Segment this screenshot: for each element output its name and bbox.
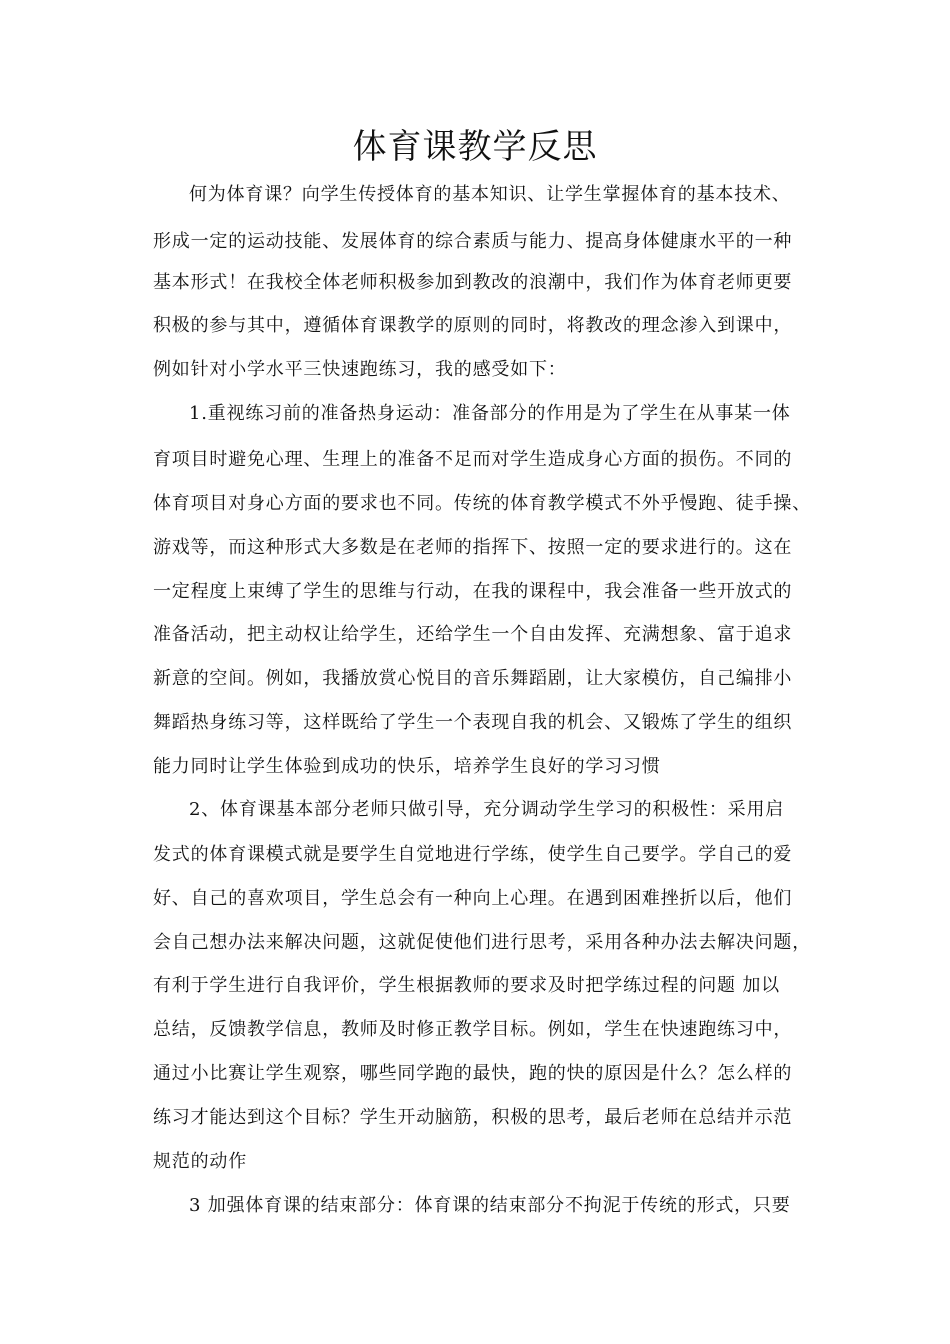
paragraph-line: 舞蹈热身练习等，这样既给了学生一个表现自我的机会、又锻炼了学生的组织 bbox=[153, 712, 793, 733]
paragraph-line: 通过小比赛让学生观察，哪些同学跑的最快，跑的快的原因是什么？怎么样的 bbox=[153, 1063, 793, 1084]
paragraph-line: 游戏等，而这种形式大多数是在老师的指挥下、按照一定的要求进行的。这在 bbox=[153, 537, 793, 558]
paragraph-line: 体育项目对身心方面的要求也不同。传统的体育教学模式不外乎慢跑、徒手操、 bbox=[153, 493, 811, 514]
paragraph-line: 2、体育课基本部分老师只做引导，充分调动学生学习的积极性：采用启 bbox=[189, 799, 785, 820]
paragraph-line: 基本形式！在我校全体老师积极参加到教改的浪潮中，我们作为体育老师更要 bbox=[153, 272, 793, 293]
document-title: 体育课教学反思 bbox=[352, 127, 598, 167]
paragraph-line: 形成一定的运动技能、发展体育的综合素质与能力、提高身体健康水平的一种 bbox=[153, 231, 793, 252]
paragraph-line: 准备活动，把主动权让给学生，还给学生一个自由发挥、充满想象、富于追求 bbox=[153, 624, 793, 645]
paragraph-line: 有利于学生进行自我评价，学生根据教师的要求及时把学练过程的问题 加以 bbox=[153, 975, 780, 996]
paragraph-line: 会自己想办法来解决问题，这就促使他们进行思考，采用各种办法去解决问题， bbox=[153, 932, 811, 953]
paragraph-line: 例如针对小学水平三快速跑练习，我的感受如下： bbox=[153, 359, 567, 380]
paragraph-line: 能力同时让学生体验到成功的快乐，培养学生良好的学习习惯 bbox=[153, 756, 661, 777]
paragraph-line: 何为体育课？向学生传授体育的基本知识、让学生掌握体育的基本技术、 bbox=[189, 184, 791, 205]
paragraph-line: 3 加强体育课的结束部分：体育课的结束部分不拘泥于传统的形式，只要 bbox=[189, 1195, 791, 1216]
paragraph-line: 新意的空间。例如，我播放赏心悦目的音乐舞蹈剧，让大家模仿，自己编排小 bbox=[153, 668, 793, 689]
paragraph-line: 育项目时避免心理、生理上的准备不足而对学生造成身心方面的损伤。不同的 bbox=[153, 449, 793, 470]
paragraph-line: 一定程度上束缚了学生的思维与行动，在我的课程中，我会准备一些开放式的 bbox=[153, 581, 793, 602]
paragraph-line: 规范的动作 bbox=[153, 1151, 247, 1172]
paragraph-line: 总结，反馈教学信息，教师及时修正教学目标。例如，学生在快速跑练习中， bbox=[153, 1019, 793, 1040]
paragraph-line: 积极的参与其中，遵循体育课教学的原则的同时，将教改的理念渗入到课中， bbox=[153, 315, 793, 336]
paragraph-line: 练习才能达到这个目标？学生开动脑筋，积极的思考，最后老师在总结并示范 bbox=[153, 1107, 793, 1128]
paragraph-line: 发式的体育课模式就是要学生自觉地进行学练，使学生自己要学。学自己的爱 bbox=[153, 844, 793, 865]
paragraph-line: 1.重视练习前的准备热身运动：准备部分的作用是为了学生在从事某一体 bbox=[189, 403, 791, 424]
paragraph-line: 好、自己的喜欢项目，学生总会有一种向上心理。在遇到困难挫折以后，他们 bbox=[153, 888, 793, 909]
